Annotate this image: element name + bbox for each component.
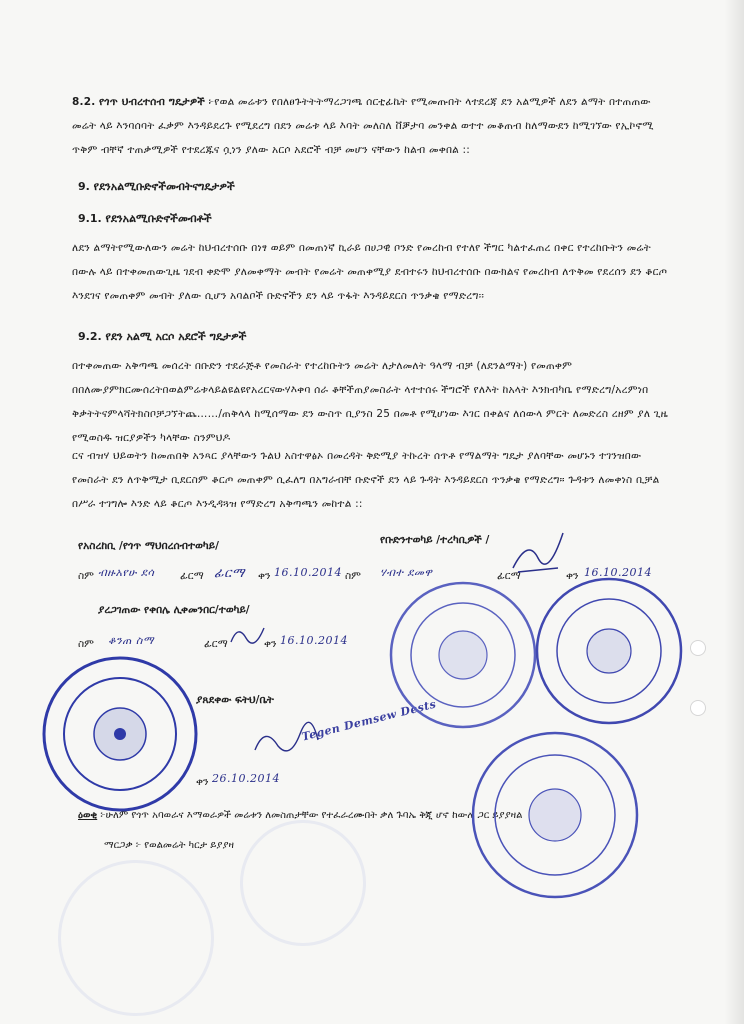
section-9-heading: 9. የደንአልሚቡድኖችመብትናግዴታዎች — [78, 180, 235, 193]
note-text: ፦ሁለም የጎጥ አባወራና እማወራዎች መሬቱን ለመስጠታቸው የተፈራረሙበት ቃለ ጉባኤ ቅጂ ሆኖ ከውሉ ጋር ይያያዛል — [100, 810, 523, 821]
community-signature: ፊርማ — [214, 566, 245, 581]
group-name-handwriting: ሃብተ ደመዋ — [380, 566, 433, 579]
court-label: ያጸደቀው ፍትህ/ቤት — [196, 694, 274, 706]
note-label: ዕወቂ — [78, 810, 98, 821]
name-label: ስም — [78, 570, 94, 582]
court-date-label: ቀን — [196, 776, 209, 788]
section-8-2-number: 8.2. — [72, 96, 96, 108]
court-signature-scribble — [250, 720, 320, 760]
community-name-field — [78, 570, 94, 583]
community-representative-label: የአስረከቢ /የጎጥ ማህበረሰብተወካይ/ — [78, 540, 219, 552]
approver-name: ቆንጠ ስማ — [108, 634, 154, 647]
section-9-1-heading: 9.1. የደንአልሚቡድኖችመብቶች — [78, 212, 212, 225]
community-name-handwriting: ብዙአየሁ ደሳ — [98, 566, 155, 579]
signature-label: ፊርማ — [180, 570, 204, 582]
section-8-2 — [72, 90, 672, 162]
group-date-label: ቀን — [566, 570, 579, 582]
group-representative-label: የቡድንተወካይ /ተረካቢዎች / — [380, 534, 490, 546]
official-seal-stamp — [470, 730, 640, 900]
official-seal-stamp — [534, 576, 684, 726]
kebele-chair-label: ያረጋገጠው የቀበሌ ሊቀመንበር/ተወካይ/ — [98, 604, 250, 616]
date-label: ቀን — [258, 570, 271, 582]
punch-hole — [690, 640, 706, 656]
approver-signature-label: ፊርማ — [204, 638, 228, 650]
court-date: 26.10.2014 — [212, 772, 280, 785]
group-name-label: ስም — [345, 570, 361, 582]
section-8-2-body: ፦የወል መሬቱን የበለፀጉትትትማረጋገጫ ሰርቲፊኬት የሚመጡበት ላተደረጃ ደን አልሚዎች ለደን ልማት በተጠጠው መሬት ላይ እንባሰባት ፈቃም እንዳይደረጉ የሚደረግ በደን መሬቱ ላይ እባት መለስለ ቨቓታባ መንቀል ወተተ መቆጠብ ከለማውደን ከሚገኘው የኢኮኖሚ ጥቅም ብቸኛ ተጠቃሚዎች የተደረጁና ሷነን ያለው አርሶ አደሮች ብቻ መሆን ናቸውን ከልብ መቀበል :: — [72, 96, 654, 156]
approver-date-label: ቀን — [264, 638, 277, 650]
attachment-line: ማርጋቃ ፦ የወልመሬት ካርታ ይያያዛ — [104, 840, 234, 851]
bleed-through-seal — [58, 860, 214, 1016]
group-signature-label: ፊርማ — [497, 570, 521, 582]
punch-hole — [690, 700, 706, 716]
approver-signature-scribble — [228, 622, 268, 648]
community-date: 16.10.2014 — [274, 566, 342, 579]
court-stamp-text: Tegen Demsew Dests — [300, 697, 438, 744]
approver-date: 16.10.2014 — [280, 634, 348, 647]
bleed-through-seal — [240, 820, 366, 946]
approver-name-label: ስም — [78, 638, 94, 650]
group-date: 16.10.2014 — [584, 566, 652, 579]
section-9-2-body-1: በተቀመጠው አቅጣጫ መሰረት በቡድን ተደራጅቶ የመስራት የተረከቡትን መሬት ለታለመለት ዓላማ ብቻ (ለደንልማት) የመጠቀም በበለሙያምክርሙሰረትበወልምሬቱላይልዩልዩየአረርናውሃእቀባ ሰራ ቆቸችጠያመስራት ላተተሰሩ ችግሮች የለእት ከአላት እንክብካቤ የማድረግ/አረምነበ ቅቃትትናምላሻትክስቦቻጋኘትጨ……/ጠቅላላ ከሚሰማው ደን ውስጥ ቢያንስ 25 በመቶ የሚሆነው እገር በቀልና ለሰውላ ምርት ለመድረስ ረዘም ያለ ጊዜ የሚወስዱ ዝርያዎችን ካላቸው ስንምህዶ — [72, 360, 668, 444]
section-9-1-body: ለደን ልማትየሚውለውን መሬት ከህብረተሰቡ በነፃ ወይም በመጠነኛ ኪራይ በሀጋዊ ቦንድ የመረከብ የተለየ ችግር ካልተፈጠረ በቀር የተረከቡትን መሬት በውሉ ላይ በተቀመጠውጊዜ ገደብ ቀድሞ ያለመቀማት መብት የመሬት መጠቀሚያ ደብተሩን ከህብረተሰቡ በውክልና የመረከብ ለጥቅመ የደረሰን ደን ቆርጦ እንደገና የመጠቀም መብት ያለው ሲሆን አባልቦች ቡድኖችን ደን ላይ ጥፋት እንዳይደርስ ጥንቃቄ የማድረግ፡፡ — [72, 242, 668, 302]
official-seal-stamp — [40, 654, 200, 814]
section-9-2-heading: 9.2. የደን አልሚ አርሶ አደሮች ግዴታዎች — [78, 330, 247, 343]
official-seal-stamp — [388, 580, 538, 730]
section-8-2-title: የጎጥ ህብረተሰብ ግዴታዎች — [98, 96, 205, 108]
page-edge-shadow — [724, 0, 744, 1024]
group-signature-scribble — [508, 528, 568, 578]
section-9-2-body-2: ርና ብዝሃ ህይወትን ከመጠበቅ አንጻር ያላቸውን ጉልህ አስተዋፅኦ በመረዳት ቅድሚያ ትኩረት ሰጥቶ የማልማት ግዴታ ያለባቸው መሆኑን ተገንዝበው የመስራት ደን ለጥቅሚታ ቢደርስም ቆርጦ መጠቀም ሲፈለግ በአግራብቸ ቡድኖች ደን ላይ ጉዳት እንዳይደርስ ጥንቃቄ የማድረግ። ጉዳቱን ለመቀነስ ቢቻል በሥራ ተገግሎ እንድ ላይ ቆርጦ እንዲዳጓዝ የማድረግ አቅጣጫን መከተል :: — [72, 450, 660, 510]
